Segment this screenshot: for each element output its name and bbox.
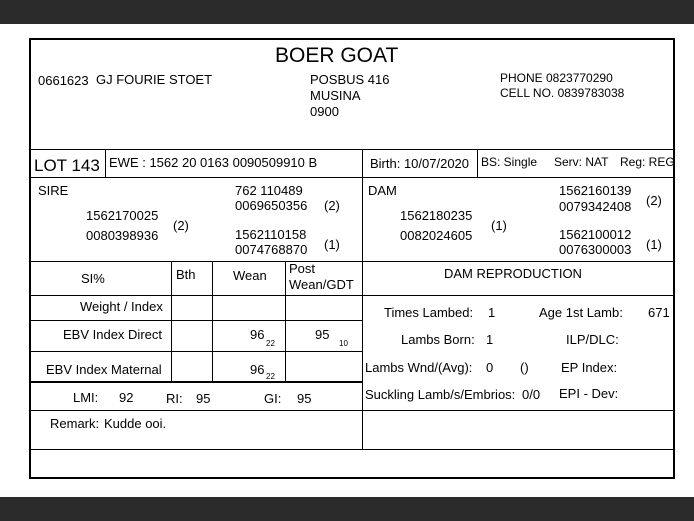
lmi-label: LMI: xyxy=(73,390,99,405)
ebv-direct-wean-value: 96 xyxy=(250,327,265,342)
registration-status: Reg: REG xyxy=(620,155,675,169)
sire-granddam-id: 1562110158 xyxy=(235,227,307,242)
lmi-value: 92 xyxy=(119,390,134,405)
dam-reproduction-title: DAM REPRODUCTION xyxy=(444,266,582,281)
birth-date: Birth: 10/07/2020 xyxy=(370,156,470,171)
ebv-direct-post-value: 95 xyxy=(315,327,330,342)
ebv-maternal-wean-accuracy: 22 xyxy=(266,372,275,381)
epi-dev-label: EPI - Dev: xyxy=(559,386,619,401)
cell-number: CELL NO. 0839783038 xyxy=(500,86,625,100)
ebv-maternal-wean-value: 96 xyxy=(250,362,265,377)
lot-card xyxy=(29,38,675,479)
age-first-lamb-label: Age 1st Lamb: xyxy=(539,305,623,320)
service-type: Serv: NAT xyxy=(554,155,609,169)
sire-grandsire-indicator: (2) xyxy=(324,198,340,213)
address-line-3: 0900 xyxy=(310,104,339,119)
sire-indicator: (2) xyxy=(173,218,189,233)
sire-reg: 0080398936 xyxy=(86,228,159,243)
ebv-maternal-label: EBV Index Maternal xyxy=(46,362,162,377)
ewe-id: EWE : 1562 20 0163 0090509910 B xyxy=(109,155,318,170)
sire-id: 1562170025 xyxy=(86,208,159,223)
dam-grandsire-reg: 0079342408 xyxy=(559,199,632,214)
dam-grandsire-indicator: (2) xyxy=(646,193,662,208)
times-lambed-value: 1 xyxy=(488,305,496,320)
si-percent-header: SI% xyxy=(81,271,105,286)
ebv-direct-post-accuracy: 10 xyxy=(339,339,348,348)
dam-id: 1562180235 xyxy=(400,208,473,223)
dam-indicator: (1) xyxy=(491,218,507,233)
sire-label: SIRE xyxy=(38,183,69,198)
sire-granddam-reg: 0074768870 xyxy=(235,242,308,257)
lambs-weaned-label: Lambs Wnd/(Avg): xyxy=(365,360,473,375)
owner-name: GJ FOURIE STOET xyxy=(96,72,213,87)
lambs-born-value: 1 xyxy=(486,332,494,347)
dam-granddam-reg: 0076300003 xyxy=(559,242,632,257)
lambs-weaned-value: 0 xyxy=(486,360,494,375)
dam-reg: 0082024605 xyxy=(400,228,473,243)
dam-label: DAM xyxy=(368,183,397,198)
bottom-letterbox-bar xyxy=(0,497,694,521)
ri-value: 95 xyxy=(196,391,211,406)
ep-index-label: EP Index: xyxy=(561,360,618,375)
post-wean-header-line-1: Post xyxy=(289,261,316,276)
sire-granddam-indicator: (1) xyxy=(324,237,340,252)
birth-weight-header: Bth xyxy=(176,267,196,282)
times-lambed-label: Times Lambed: xyxy=(384,305,474,320)
owner-code: 0661623 xyxy=(38,73,89,88)
dam-grandsire-id: 1562160139 xyxy=(559,183,632,198)
remark-label: Remark: xyxy=(50,416,100,431)
gi-label: GI: xyxy=(264,391,282,406)
suckling-lambs-value: 0/0 xyxy=(522,387,541,402)
top-letterbox-bar xyxy=(0,0,694,24)
sire-grandsire-id: 762 110489 xyxy=(235,183,303,198)
ri-label: RI: xyxy=(166,391,183,406)
ebv-direct-label: EBV Index Direct xyxy=(63,327,162,342)
wean-header: Wean xyxy=(233,268,267,283)
dam-granddam-indicator: (1) xyxy=(646,237,662,252)
ilp-dlc-label: ILP/DLC: xyxy=(566,332,619,347)
weight-index-label: Weight / Index xyxy=(80,299,163,314)
remark-text: Kudde ooi. xyxy=(104,416,167,431)
sire-grandsire-reg: 0069650356 xyxy=(235,198,308,213)
dam-granddam-id: 1562100012 xyxy=(559,227,632,242)
address-line-2: MUSINA xyxy=(310,88,361,103)
post-wean-header-line-2: Wean/GDT xyxy=(289,277,354,292)
birth-status: BS: Single xyxy=(481,155,538,169)
phone-number: PHONE 0823770290 xyxy=(500,71,613,85)
gi-value: 95 xyxy=(297,391,312,406)
lambs-weaned-avg: () xyxy=(520,360,529,375)
age-first-lamb-value: 671 xyxy=(648,305,670,320)
lot-number: LOT 143 xyxy=(34,156,100,175)
address-line-1: POSBUS 416 xyxy=(310,72,390,87)
ebv-direct-wean-accuracy: 22 xyxy=(266,339,275,348)
card-title: BOER GOAT xyxy=(275,44,399,67)
suckling-lambs-label: Suckling Lamb/s/Embrios: xyxy=(365,387,516,402)
lambs-born-label: Lambs Born: xyxy=(401,332,475,347)
